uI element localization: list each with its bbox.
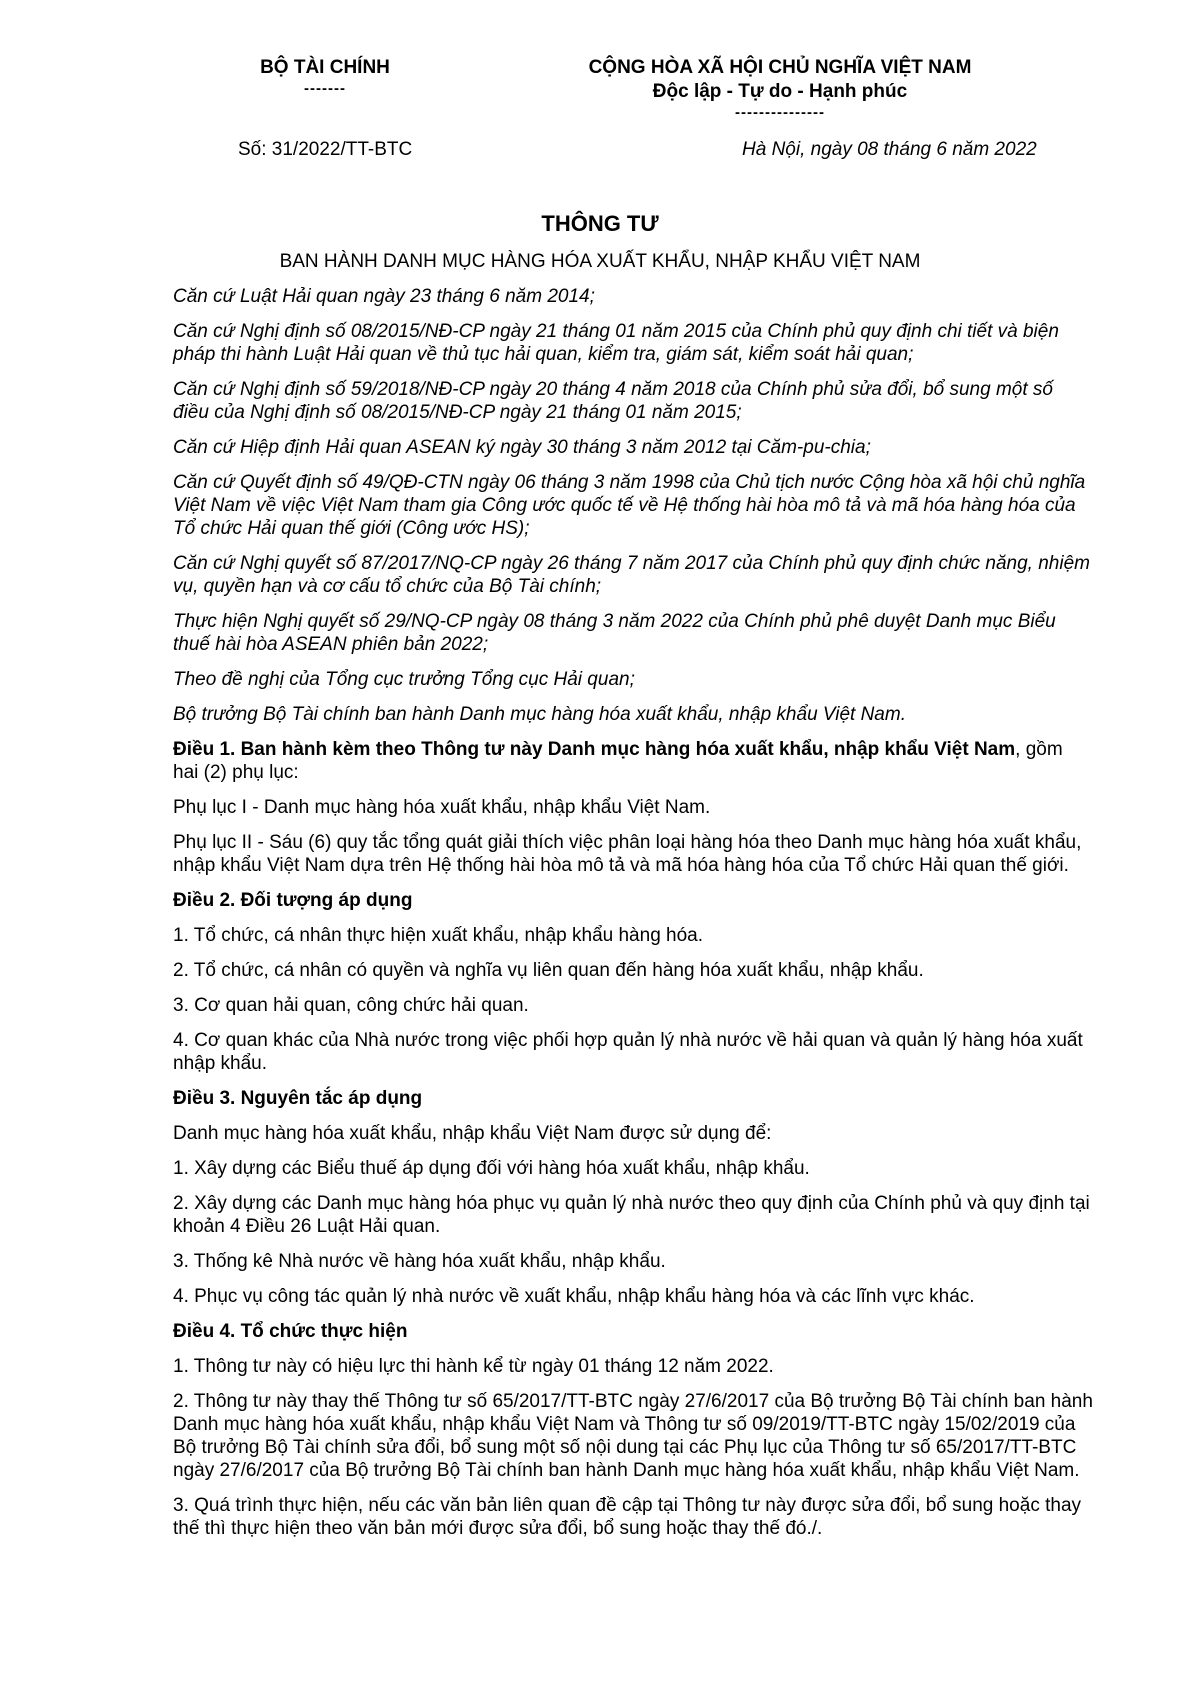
document-header bbox=[0, 56, 1200, 126]
nation-block bbox=[560, 56, 1000, 122]
agency-name: BỘ TÀI CHÍNH bbox=[260, 57, 390, 78]
article-2-item: 3. Cơ quan hải quan, công chức hải quan. bbox=[173, 995, 529, 1016]
article-2-item: 1. Tổ chức, cá nhân thực hiện xuất khẩu, nhập khẩu hàng hóa. bbox=[173, 925, 704, 946]
document-title: THÔNG TƯ bbox=[541, 211, 659, 236]
place-date: Hà Nội, ngày 08 tháng 6 năm 2022 bbox=[742, 139, 1037, 160]
article-4-item: 3. Quá trình thực hiện, nếu các văn bản liên quan đề cập tại Thông tư này được sửa đổi, bổ sung hoặc thay thế thì thực hiện theo văn bản mới được sửa đổi, bổ sung hoặc thay thế đó./. bbox=[173, 1495, 1082, 1539]
preamble-line: Bộ trưởng Bộ Tài chính ban hành Danh mục hàng hóa xuất khẩu, nhập khẩu Việt Nam. bbox=[173, 704, 906, 725]
agency-rule: ------- bbox=[304, 80, 346, 97]
article-2-item: 4. Cơ quan khác của Nhà nước trong việc phối hợp quản lý nhà nước về hải quan và quản lý hàng hóa xuất nhập khẩu. bbox=[173, 1030, 1083, 1074]
document-body bbox=[173, 285, 1093, 1552]
motto-rule: --------------- bbox=[735, 104, 825, 121]
article-3-item: 3. Thống kê Nhà nước về hàng hóa xuất khẩu, nhập khẩu. bbox=[173, 1251, 666, 1272]
article-1-item: Phụ lục II - Sáu (6) quy tắc tổng quát giải thích việc phân loại hàng hóa theo Danh mục hàng hóa xuất khẩu, nhập khẩu Việt Nam dựa trên Hệ thống hài hòa mô tả và mã hóa hàng hóa của Tổ chức Hải quan thế giới. bbox=[173, 832, 1082, 876]
preamble-line: Căn cứ Luật Hải quan ngày 23 tháng 6 năm 2014; bbox=[173, 286, 595, 307]
preamble-line: Căn cứ Nghị quyết số 87/2017/NQ-CP ngày 26 tháng 7 năm 2017 của Chính phủ quy định chức năng, nhiệm vụ, quyền hạn và cơ cấu tổ chức của Bộ Tài chính; bbox=[173, 553, 1090, 597]
article-3-item: 2. Xây dựng các Danh mục hàng hóa phục vụ quản lý nhà nước theo quy định của Chính phủ và quy định tại khoản 4 Điều 26 Luật Hải quan. bbox=[173, 1193, 1090, 1237]
article-1-title: Điều 1. Ban hành kèm theo Thông tư này Danh mục hàng hóa xuất khẩu, nhập khẩu Việt Nam bbox=[173, 739, 1016, 760]
article-3-item: Danh mục hàng hóa xuất khẩu, nhập khẩu Việt Nam được sử dụng để: bbox=[173, 1123, 772, 1144]
article-4-heading: Điều 4. Tổ chức thực hiện bbox=[173, 1321, 408, 1342]
agency-block bbox=[222, 56, 428, 98]
preamble-line: Thực hiện Nghị quyết số 29/NQ-CP ngày 08 tháng 3 năm 2022 của Chính phủ phê duyệt Danh mục Biểu thuế hài hòa ASEAN phiên bản 2022; bbox=[173, 611, 1056, 655]
article-3-item: 1. Xây dựng các Biểu thuế áp dụng đối với hàng hóa xuất khẩu, nhập khẩu. bbox=[173, 1158, 810, 1179]
document-subtitle: BAN HÀNH DANH MỤC HÀNG HÓA XUẤT KHẨU, NHẬP KHẨU VIỆT NAM bbox=[279, 251, 921, 272]
article-2-heading: Điều 2. Đối tượng áp dụng bbox=[173, 890, 413, 911]
motto: Độc lập - Tự do - Hạnh phúc bbox=[652, 81, 908, 102]
preamble-line: Căn cứ Nghị định số 08/2015/NĐ-CP ngày 21 tháng 01 năm 2015 của Chính phủ quy định chi tiết và biện pháp thi hành Luật Hải quan về thủ tục hải quan, kiểm tra, giám sát, kiểm soát hải quan; bbox=[173, 321, 1059, 365]
article-4-item: 2. Thông tư này thay thế Thông tư số 65/2017/TT-BTC ngày 27/6/2017 của Bộ trưởng Bộ Tài chính ban hành Danh mục hàng hóa xuất khẩu, nhập khẩu Việt Nam và Thông tư số 09/2019/TT-BTC ngày 15/02/2019 của Bộ trưởng Bộ Tài chính sửa đổi, bổ sung một số nội dung tại các Phụ lục của Thông tư số 65/2017/TT-BTC ngày 27/6/2017 của Bộ trưởng Bộ Tài chính ban hành Danh mục hàng hóa xuất khẩu, nhập khẩu Việt Nam. bbox=[173, 1391, 1093, 1481]
document-number: Số: 31/2022/TT-BTC bbox=[238, 139, 413, 160]
article-1-item: Phụ lục I - Danh mục hàng hóa xuất khẩu, nhập khẩu Việt Nam. bbox=[173, 797, 711, 818]
preamble-line: Căn cứ Hiệp định Hải quan ASEAN ký ngày 30 tháng 3 năm 2012 tại Căm-pu-chia; bbox=[173, 437, 871, 458]
preamble-line: Căn cứ Nghị định số 59/2018/NĐ-CP ngày 20 tháng 4 năm 2018 của Chính phủ sửa đổi, bổ sung một số điều của Nghị định số 08/2015/NĐ-CP ngày 21 tháng 01 năm 2015; bbox=[173, 379, 1053, 423]
preamble-line: Căn cứ Quyết định số 49/QĐ-CTN ngày 06 tháng 3 năm 1998 của Chủ tịch nước Cộng hòa xã hội chủ nghĩa Việt Nam về việc Việt Nam tham gia Công ước quốc tế về Hệ thống hài hòa mô tả và mã hóa hàng hóa của Tổ chức Hải quan thế giới (Công ước HS); bbox=[173, 472, 1086, 539]
article-1-title-tail: , gồm hai (2) phụ lục: bbox=[173, 739, 1063, 783]
article-2-item: 2. Tổ chức, cá nhân có quyền và nghĩa vụ liên quan đến hàng hóa xuất khẩu, nhập khẩu. bbox=[173, 960, 924, 981]
article-3-heading: Điều 3. Nguyên tắc áp dụng bbox=[173, 1088, 423, 1109]
nation-name: CỘNG HÒA XÃ HỘI CHỦ NGHĨA VIỆT NAM bbox=[588, 57, 972, 78]
article-3-item: 4. Phục vụ công tác quản lý nhà nước về xuất khẩu, nhập khẩu hàng hóa và các lĩnh vực khác. bbox=[173, 1286, 975, 1307]
article-1-heading bbox=[173, 738, 1093, 784]
article-4-item: 1. Thông tư này có hiệu lực thi hành kể từ ngày 01 tháng 12 năm 2022. bbox=[173, 1356, 774, 1377]
preamble-line: Theo đề nghị của Tổng cục trưởng Tổng cục Hải quan; bbox=[173, 669, 635, 690]
